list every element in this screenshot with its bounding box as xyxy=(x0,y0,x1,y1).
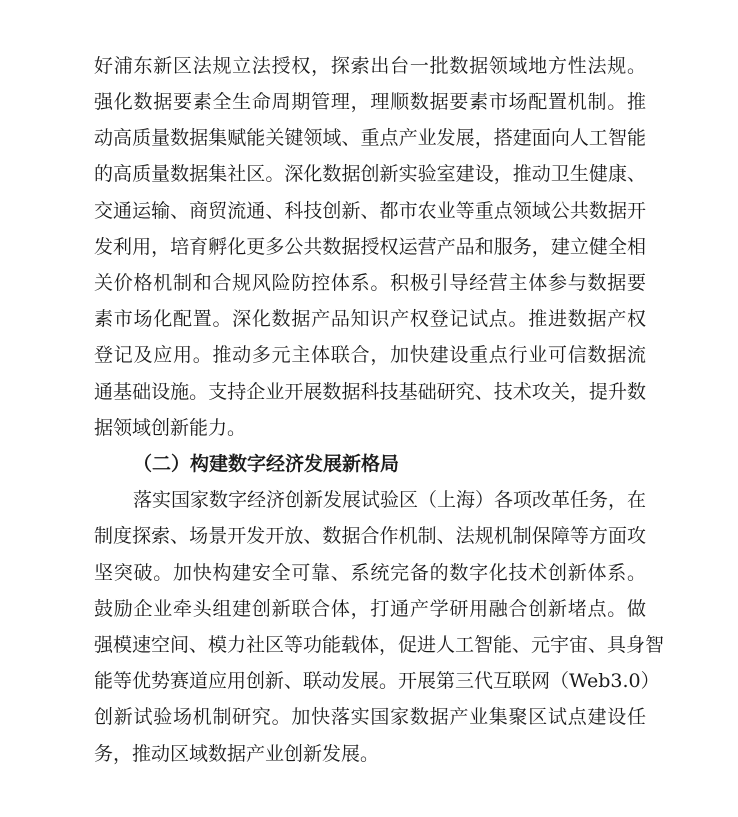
paragraph1-line: 据领域创新能力。 xyxy=(94,417,247,439)
paragraph2-line: 能等优势赛道应用创新、联动发展。开展第三代互联网（Web3.0） xyxy=(94,670,660,692)
paragraph1-line: 关价格机制和合规风险防控体系。积极引导经营主体参与数据要 xyxy=(94,272,646,294)
paragraph2-line: 务，推动区域数据产业创新发展。 xyxy=(94,743,380,765)
paragraph2-line: 落实国家数字经济创新发展试验区（上海）各项改革任务，在 xyxy=(133,489,647,511)
paragraph1-line: 动高质量数据集赋能关键领域、重点产业发展，搭建面向人工智能 xyxy=(94,127,646,149)
paragraph2-line: 强模速空间、模力社区等功能载体，促进人工智能、元宇宙、具身智 xyxy=(94,634,665,656)
paragraph2-line: 坚突破。加快构建安全可靠、系统完备的数字化技术创新体系。 xyxy=(94,562,646,584)
paragraph1-line: 素市场化配置。深化数据产品知识产权登记试点。推进数据产权 xyxy=(94,308,646,330)
paragraph1-line: 登记及应用。推动多元主体联合，加快建设重点行业可信数据流 xyxy=(94,344,646,366)
paragraph1-line: 的高质量数据集社区。深化数据创新实验室建设，推动卫生健康、 xyxy=(94,163,646,185)
paragraph1-line: 交通运输、商贸流通、科技创新、都市农业等重点领域公共数据开 xyxy=(94,200,646,222)
paragraph1-line: 通基础设施。支持企业开展数据科技基础研究、技术攻关，提升数 xyxy=(94,381,646,403)
paragraph1-line: 发利用，培育孵化更多公共数据授权运营产品和服务，建立健全相 xyxy=(94,236,646,258)
paragraph2-line: 创新试验场机制研究。加快落实国家数据产业集聚区试点建设任 xyxy=(94,706,646,728)
paragraph2-line: 制度探索、场景开发开放、数据合作机制、法规机制保障等方面攻 xyxy=(94,525,646,547)
paragraph2-line: 鼓励企业牵头组建创新联合体，打通产学研用融合创新堵点。做 xyxy=(94,598,646,620)
section-heading: （二）构建数字经济发展新格局 xyxy=(133,453,400,475)
paragraph1-line: 好浦东新区法规立法授权，探索出台一批数据领域地方性法规。 xyxy=(94,55,646,77)
paragraph1-line: 强化数据要素全生命周期管理，理顺数据要素市场配置机制。推 xyxy=(94,91,646,113)
